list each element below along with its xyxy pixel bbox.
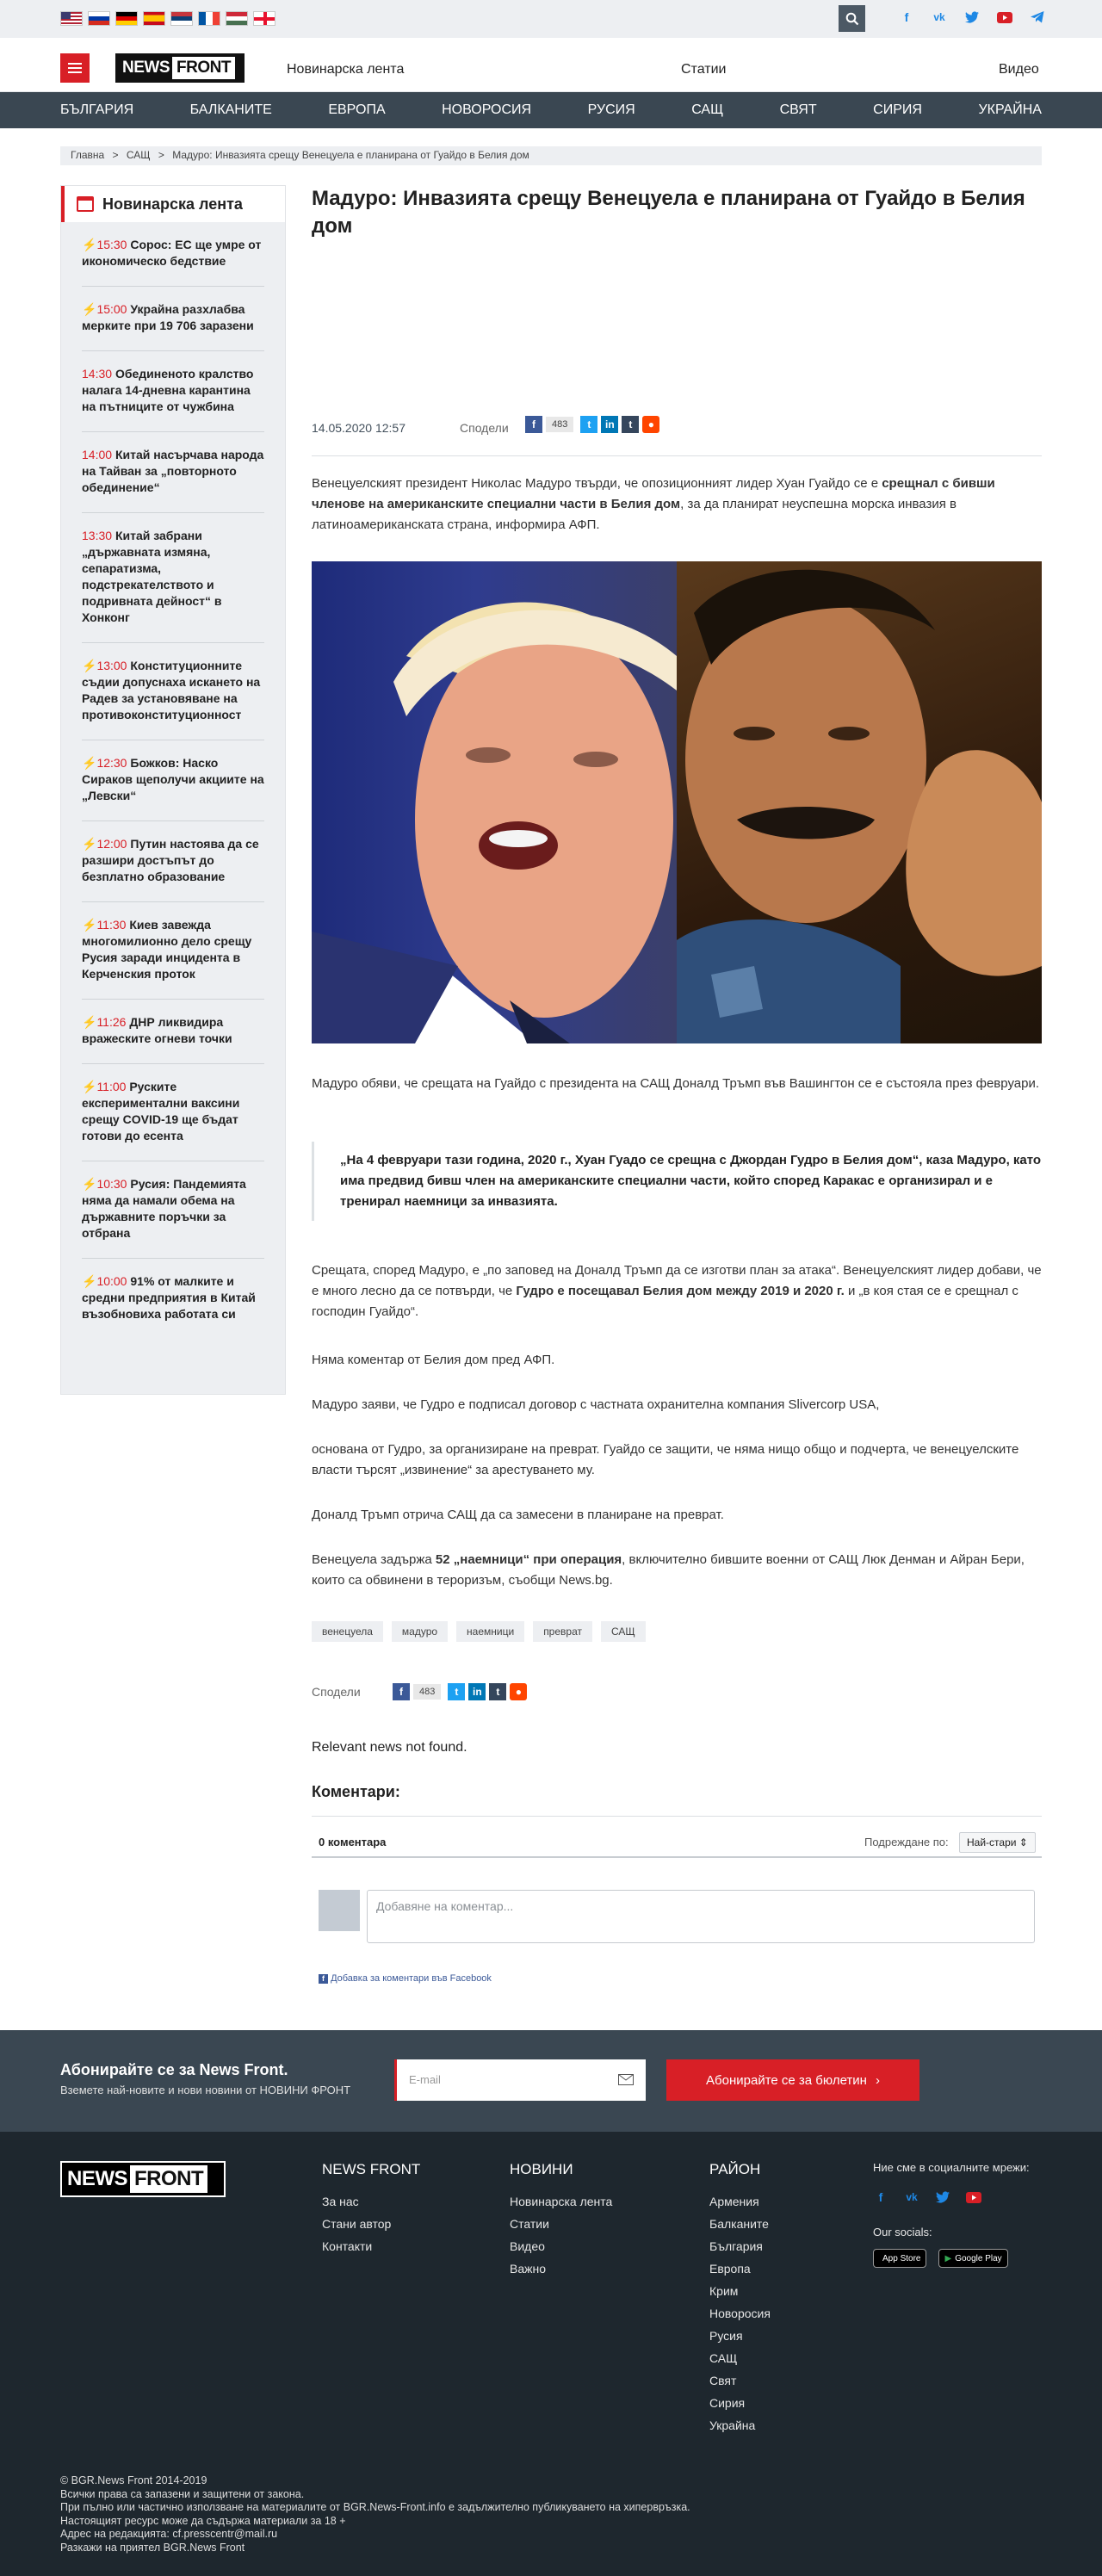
copyright-line: Всички права са запазени и защитени от закона. bbox=[60, 2487, 305, 2500]
news-time: 10:00 bbox=[96, 1274, 127, 1288]
footer-col-title: РАЙОН bbox=[709, 2161, 761, 2177]
main-nav bbox=[0, 92, 1102, 128]
vk-icon[interactable]: vk bbox=[933, 11, 945, 23]
breadcrumb-current: Мадуро: Инвазията срещу Венецуела е планирана от Гуайдо в Белия дом bbox=[172, 149, 529, 161]
sidebar-news-item[interactable] bbox=[82, 287, 264, 351]
news-headline: Киев завежда многомилионно дело срещу Русия заради инцидента в Керченския проток bbox=[82, 918, 252, 981]
footer-link[interactable]: Новоросия bbox=[709, 2307, 771, 2320]
logo-word-front: FRONT bbox=[172, 57, 235, 79]
paragraph-text: , включително бившите военни от САЩ Люк Денман и Айран Бери, които са обвинени в тероризъм, съобщи News.bg. bbox=[312, 1552, 1025, 1588]
news-headline: Украйна разхлабва мерките при 19 706 заразени bbox=[82, 302, 254, 332]
sidebar-title: Новинарска лента bbox=[102, 195, 243, 213]
sort-select[interactable]: Най-стари ⇕ bbox=[959, 1832, 1036, 1853]
article-paragraph: основана от Гудро, за организиране на преврат. Гуайдо се защити, че няма нищо общо и подчерта, че венецуелските власти търсят „извинение“ за арестуването му. bbox=[312, 1442, 1019, 1477]
tag-link[interactable]: преврат bbox=[533, 1621, 592, 1642]
sort-label: Подреждане по: bbox=[864, 1836, 949, 1848]
footer-link[interactable]: САЩ bbox=[709, 2351, 738, 2365]
article-paragraph: Мадуро заяви, че Гудро е подписал договор с частната охранителна компания Slivercorp USA, bbox=[312, 1397, 880, 1412]
reddit-share-icon[interactable]: ● bbox=[510, 1683, 527, 1700]
news-time: 13:30 bbox=[82, 529, 113, 542]
twitter-share-icon[interactable]: t bbox=[580, 416, 597, 433]
header-link-newsfeed[interactable]: Новинарска лента bbox=[287, 62, 405, 77]
top-bar bbox=[0, 0, 1102, 38]
footer-col-news bbox=[510, 2161, 612, 2280]
footer-social-icons bbox=[873, 2189, 1030, 2205]
footer-logo[interactable] bbox=[60, 2161, 226, 2197]
lightning-icon: ⚡ bbox=[82, 238, 97, 251]
tag-link[interactable]: наемници bbox=[456, 1621, 524, 1642]
lead-bold: срещнал с бивши членове на американските специални части в Белия дом bbox=[312, 476, 995, 511]
article-meta bbox=[312, 416, 1042, 442]
linkedin-share-icon[interactable]: in bbox=[468, 1683, 486, 1700]
sidebar-news-item[interactable] bbox=[82, 1259, 264, 1339]
share-label: Сподели bbox=[460, 421, 509, 435]
article-paragraph bbox=[312, 1260, 1042, 1322]
share-bottom bbox=[312, 1683, 1042, 1704]
copyright-line: При пълно или частично използване на материалите от BGR.News-Front.info е задължително публикуването на хипервръзка. bbox=[60, 2501, 690, 2513]
footer-link[interactable]: Стани автор bbox=[322, 2217, 392, 2231]
footer-link[interactable]: Сирия bbox=[709, 2396, 746, 2410]
footer-link[interactable]: Контакти bbox=[322, 2239, 373, 2253]
paragraph-bold: Гудро е посещавал Белия дом между 2019 и 2020 г. bbox=[516, 1284, 845, 1298]
twitter-share-icon[interactable]: t bbox=[448, 1683, 465, 1700]
footer-link[interactable]: Европа bbox=[709, 2262, 751, 2276]
nav-item-usa[interactable]: САЩ bbox=[691, 102, 724, 117]
site-logo[interactable] bbox=[115, 53, 245, 83]
tag-link[interactable]: САЩ bbox=[601, 1621, 646, 1642]
header bbox=[0, 38, 1102, 92]
google-play-badge[interactable] bbox=[938, 2249, 1007, 2268]
news-time: 15:00 bbox=[96, 302, 127, 316]
calendar-icon bbox=[77, 196, 94, 212]
youtube-icon[interactable] bbox=[966, 2189, 981, 2205]
footer-link[interactable]: Видео bbox=[510, 2239, 545, 2253]
telegram-icon[interactable] bbox=[1030, 9, 1045, 25]
sidebar-news-item[interactable] bbox=[82, 1064, 264, 1161]
tumblr-share-icon[interactable]: t bbox=[489, 1683, 506, 1700]
lead-text: , за да планират неуспешна морска инвазия в латиноамериканската страна, информира АФП. bbox=[312, 497, 957, 532]
sidebar-news-item[interactable] bbox=[82, 222, 264, 287]
user-avatar bbox=[319, 1890, 360, 1931]
lead-text: Венецуелският президент Николас Мадуро твърди, че опозиционният лидер Хуан Гуайдо се е bbox=[312, 476, 882, 491]
lightning-icon: ⚡ bbox=[82, 837, 97, 851]
subscribe-subtitle: Вземете най-новите и нови новини от НОВИНИ ФРОНТ bbox=[60, 2084, 351, 2096]
breadcrumb-home[interactable]: Главна bbox=[71, 149, 105, 161]
news-headline: Божков: Наско Сираков щеполучи акциите на „Левски“ bbox=[82, 756, 264, 802]
sort-value: Най-стари bbox=[967, 1836, 1017, 1848]
google-play-label: Google Play bbox=[955, 2253, 1002, 2263]
footer-link[interactable]: Крим bbox=[709, 2284, 739, 2298]
social-links-top bbox=[899, 9, 1045, 25]
subscribe-title: Абонирайте се за News Front. bbox=[60, 2061, 288, 2078]
social-title: Ние сме в социалните мрежи: bbox=[873, 2161, 1030, 2174]
facebook-icon[interactable]: f bbox=[878, 2190, 883, 2204]
search-icon bbox=[845, 12, 859, 26]
de-flag-icon[interactable] bbox=[115, 11, 138, 26]
sidebar-news-item[interactable] bbox=[82, 513, 264, 643]
news-headline: Сорос: ЕС ще умре от икономическо бедствие bbox=[82, 238, 262, 268]
article-lead bbox=[312, 474, 1042, 536]
breadcrumb-separator: > bbox=[112, 149, 119, 161]
news-time: 11:00 bbox=[96, 1080, 127, 1093]
logo-word-front: FRONT bbox=[130, 2165, 207, 2193]
nav-item-bulgaria[interactable]: БЪЛГАРИЯ bbox=[60, 102, 134, 117]
logo-word-news: NEWS bbox=[122, 59, 170, 77]
article bbox=[312, 185, 1042, 1984]
paragraph-text: и „в коя стая се е срещнал с господин Гуайдо“. bbox=[312, 1284, 1018, 1319]
news-time: 12:30 bbox=[96, 756, 127, 770]
newsfeed-sidebar bbox=[60, 185, 286, 1395]
news-headline: Путин настоява да се разшири достъпът до безплатно образование bbox=[82, 837, 259, 883]
language-flags bbox=[60, 11, 276, 26]
sidebar-news-item[interactable] bbox=[82, 821, 264, 902]
sidebar-news-item[interactable] bbox=[82, 1000, 264, 1064]
article-paragraph: Доналд Тръмп отрича САЩ да са замесени в планиране на преврат. bbox=[312, 1508, 724, 1522]
hu-flag-icon[interactable] bbox=[226, 11, 248, 26]
twitter-icon[interactable] bbox=[935, 2189, 950, 2205]
breadcrumb-section[interactable]: САЩ bbox=[126, 149, 151, 161]
facebook-comments bbox=[312, 1816, 1042, 1988]
copyright-line: © BGR.News Front 2014-2019 bbox=[60, 2474, 207, 2486]
comments-toolbar bbox=[312, 1827, 1042, 1858]
sidebar-news-list bbox=[61, 222, 285, 1339]
paragraph-bold: 52 „наемници“ при операция bbox=[435, 1552, 622, 1567]
share-label: Сподели bbox=[312, 1685, 361, 1699]
nav-item-syria[interactable]: СИРИЯ bbox=[873, 102, 922, 117]
paragraph-text: Срещата, според Мадуро, е „по заповед на Доналд Тръмп да се изготви план за атака“. Венецуелският лидер добави, че е много лесно да се потвърди, че bbox=[312, 1263, 1042, 1298]
envelope-icon bbox=[618, 2074, 634, 2085]
news-time: 14:00 bbox=[82, 448, 113, 461]
nav-item-novorossia[interactable]: НОВОРОСИЯ bbox=[442, 102, 532, 117]
logo-word-news: NEWS bbox=[67, 2167, 127, 2190]
article-quote: „На 4 февруари тази година, 2020 г., Хуан Гуадо се срещна с Джордан Гудро в Белия дом“, каза Мадуро, като има предвид бивш член на американските специални части, който според Каракас е организирал и е тренирал наемници за инвазията. bbox=[312, 1142, 1042, 1221]
socials-label: Our socials: bbox=[873, 2226, 932, 2239]
footer-link[interactable]: Новинарска лента bbox=[510, 2195, 613, 2208]
ru-flag-icon[interactable] bbox=[88, 11, 110, 26]
news-time: 11:26 bbox=[96, 1015, 127, 1029]
subscribe-button[interactable] bbox=[666, 2059, 919, 2101]
copyright-line[interactable]: Разкажи на приятел BGR.News Front bbox=[60, 2541, 245, 2554]
sidebar-header bbox=[61, 186, 285, 222]
footer-social bbox=[873, 2161, 1030, 2268]
subscribe-button-label: Абонирайте се за бюлетин bbox=[706, 2072, 867, 2088]
image-right-portrait bbox=[677, 561, 1042, 1043]
article-paragraph bbox=[312, 1550, 1042, 1591]
lightning-icon: ⚡ bbox=[82, 1080, 97, 1093]
twitter-icon[interactable] bbox=[964, 9, 980, 25]
footer-col-newsfront bbox=[322, 2161, 420, 2257]
facebook-share-icon[interactable]: f bbox=[393, 1683, 410, 1700]
us-flag-icon[interactable] bbox=[60, 11, 83, 26]
footer-col-title: НОВИНИ bbox=[510, 2161, 573, 2177]
sidebar-news-item[interactable] bbox=[82, 432, 264, 513]
menu-button[interactable] bbox=[60, 53, 90, 83]
news-time: 11:30 bbox=[96, 918, 127, 932]
relevant-news-empty: Relevant news not found. bbox=[312, 1740, 467, 1755]
vk-icon[interactable]: vk bbox=[906, 2191, 918, 2203]
news-headline: 91% от малките и средни предприятия в Китай възобновиха работата си bbox=[82, 1274, 256, 1321]
share-count: 483 bbox=[546, 417, 573, 432]
header-link-articles[interactable]: Статии bbox=[681, 62, 727, 77]
news-headline: ДНР ликвидира вражеските огневи точки bbox=[82, 1015, 232, 1045]
lightning-icon: ⚡ bbox=[82, 1274, 97, 1288]
play-icon: ▶ bbox=[944, 2253, 952, 2263]
nav-item-ukraine[interactable]: УКРАЙНА bbox=[978, 102, 1042, 117]
news-time: 14:30 bbox=[82, 367, 113, 381]
search-button[interactable] bbox=[839, 5, 865, 32]
facebook-plugin-link[interactable] bbox=[319, 1973, 492, 1984]
comment-input[interactable]: Добавяне на коментар... bbox=[367, 1890, 1035, 1943]
header-link-video[interactable]: Видео bbox=[999, 62, 1039, 77]
divider bbox=[312, 455, 1042, 456]
footer-link[interactable]: Армения bbox=[709, 2195, 759, 2208]
share-count: 483 bbox=[413, 1684, 441, 1700]
share-buttons bbox=[525, 416, 659, 433]
footer-link[interactable]: Балканите bbox=[709, 2217, 769, 2231]
news-time: 15:30 bbox=[96, 238, 127, 251]
youtube-icon[interactable] bbox=[997, 9, 1012, 25]
footer-link[interactable]: За нас bbox=[322, 2195, 359, 2208]
news-headline: Обединеното кралство налага 14-дневна карантина на пътниците от чужбина bbox=[82, 367, 254, 413]
article-title: Мадуро: Инвазията срещу Венецуела е планирана от Гуайдо в Белия дом bbox=[312, 187, 1025, 238]
facebook-icon: f bbox=[319, 1974, 328, 1984]
sidebar-news-item[interactable] bbox=[82, 643, 264, 740]
footer-col-region bbox=[709, 2161, 771, 2437]
news-headline: Конституционните съдии допуснаха искането на Радев за установяване на противоконституционност bbox=[82, 659, 261, 721]
sidebar-news-item[interactable] bbox=[82, 351, 264, 432]
breadcrumb-separator: > bbox=[158, 149, 164, 161]
copyright-line[interactable]: Адрес на редакцията: cf.presscentr@mail.ru bbox=[60, 2528, 278, 2540]
lightning-icon: ⚡ bbox=[82, 1177, 97, 1191]
nav-item-balkans[interactable]: БАЛКАНИТЕ bbox=[189, 102, 272, 117]
article-paragraph: Няма коментар от Белия дом пред АФП. bbox=[312, 1353, 555, 1367]
sidebar-news-item[interactable] bbox=[82, 1161, 264, 1259]
article-date: 14.05.2020 12:57 bbox=[312, 421, 406, 435]
es-flag-icon[interactable] bbox=[143, 11, 165, 26]
news-time: 13:00 bbox=[96, 659, 127, 672]
lightning-icon: ⚡ bbox=[82, 659, 97, 672]
nav-item-europe[interactable]: ЕВРОПА bbox=[328, 102, 386, 117]
app-store-badge[interactable] bbox=[873, 2249, 926, 2268]
sidebar-news-item[interactable] bbox=[82, 902, 264, 1000]
footer-link[interactable]: Свят bbox=[709, 2374, 737, 2387]
news-headline: Китай насърчава народа на Тайван за „повторното обединение“ bbox=[82, 448, 264, 494]
footer-link[interactable]: Украйна bbox=[709, 2418, 756, 2432]
lightning-icon: ⚡ bbox=[82, 918, 97, 932]
news-time: 10:30 bbox=[96, 1177, 127, 1191]
footer-link[interactable]: Важно bbox=[510, 2262, 547, 2276]
article-tags bbox=[312, 1621, 646, 1642]
lightning-icon: ⚡ bbox=[82, 756, 97, 770]
email-field[interactable] bbox=[394, 2059, 646, 2101]
news-headline: Русия: Пандемията няма да намали обема на държавните поръчки за отбрана bbox=[82, 1177, 246, 1240]
footer-link[interactable]: Русия bbox=[709, 2329, 743, 2343]
facebook-share-icon[interactable]: f bbox=[525, 416, 542, 433]
breadcrumb bbox=[60, 146, 1042, 165]
lightning-icon: ⚡ bbox=[82, 302, 97, 316]
image-left-portrait bbox=[312, 561, 677, 1043]
app-store-label: App Store bbox=[882, 2253, 921, 2263]
tumblr-share-icon[interactable]: t bbox=[622, 416, 639, 433]
lightning-icon: ⚡ bbox=[82, 1015, 97, 1029]
news-headline: Китай забрани „държавната измяна, сепаратизма, подстрекателството и подривната дейност“ в Хонконг bbox=[82, 529, 222, 624]
news-time: 12:00 bbox=[96, 837, 127, 851]
footer-link[interactable]: Статии bbox=[510, 2217, 549, 2231]
copyright bbox=[60, 2474, 690, 2554]
fr-flag-icon[interactable] bbox=[198, 11, 220, 26]
tag-link[interactable]: венецуела bbox=[312, 1621, 383, 1642]
news-headline: Руските експериментални ваксини срещу COVID-19 ще бъдат готови до есента bbox=[82, 1080, 240, 1142]
footer-link[interactable]: България bbox=[709, 2239, 763, 2253]
subscribe-section bbox=[0, 2030, 1102, 2132]
facebook-icon[interactable]: f bbox=[904, 10, 909, 24]
paragraph-text: Венецуела задържа bbox=[312, 1552, 436, 1567]
app-stores bbox=[873, 2249, 1030, 2268]
tag-link[interactable]: мадуро bbox=[392, 1621, 448, 1642]
sidebar-news-item[interactable] bbox=[82, 740, 264, 821]
article-image bbox=[312, 561, 1042, 1043]
footer-col-title: NEWS FRONT bbox=[322, 2161, 421, 2177]
reddit-share-icon[interactable]: ● bbox=[642, 416, 659, 433]
nav-item-world[interactable]: СВЯТ bbox=[779, 102, 817, 117]
footer bbox=[0, 2132, 1102, 2576]
article-paragraph: Мадуро обяви, че срещата на Гуайдо с президента на САЩ Доналд Тръмп във Вашингтон се е състояла през февруари. bbox=[312, 1076, 1040, 1091]
linkedin-share-icon[interactable]: in bbox=[601, 416, 618, 433]
plugin-label: Добавка за коментари във Facebook bbox=[331, 1973, 492, 1984]
nav-item-russia[interactable]: РУСИЯ bbox=[587, 102, 635, 117]
hamburger-icon bbox=[68, 63, 82, 73]
chevron-right-icon: › bbox=[875, 2072, 880, 2088]
rs-flag-icon[interactable] bbox=[170, 11, 193, 26]
email-placeholder: E-mail bbox=[409, 2073, 441, 2086]
comments-title: Коментари: bbox=[312, 1783, 400, 1800]
ge-flag-icon[interactable] bbox=[253, 11, 276, 26]
comments-count: 0 коментара bbox=[319, 1836, 387, 1848]
copyright-line: Настоящият ресурс може да съдържа материали за 18 + bbox=[60, 2514, 346, 2527]
share-buttons-bottom bbox=[393, 1683, 527, 1700]
